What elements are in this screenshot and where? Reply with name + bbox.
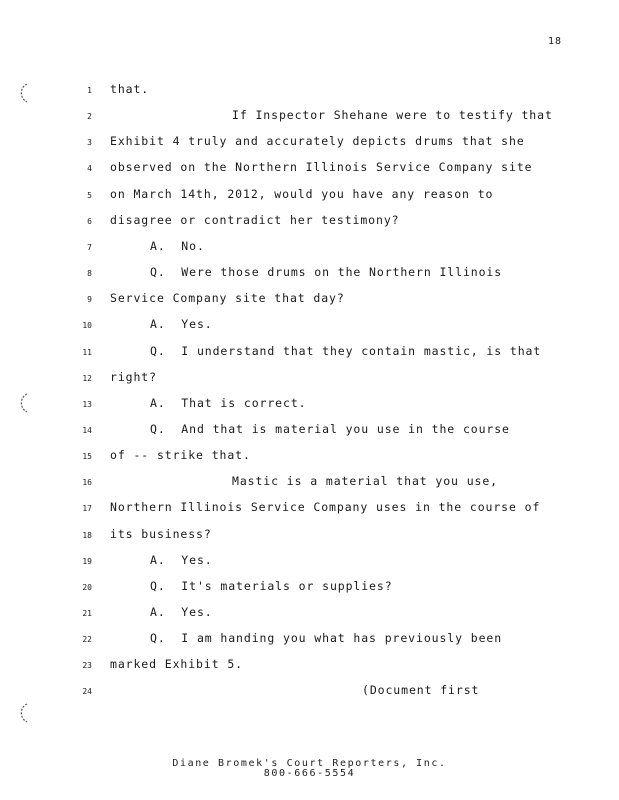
line-text: of -- strike that. bbox=[110, 448, 251, 463]
line-number: 4 bbox=[87, 164, 92, 174]
punch-hole-mark bbox=[16, 702, 30, 724]
line-text: Exhibit 4 truly and accurately depicts drums that she bbox=[110, 134, 525, 149]
line-number: 3 bbox=[87, 138, 92, 148]
line-text: Q. I am handing you what has previously been bbox=[150, 631, 503, 646]
line-number: 24 bbox=[82, 687, 92, 697]
transcript-line bbox=[0, 265, 619, 285]
line-text: Q. It's materials or supplies? bbox=[150, 578, 393, 593]
line-number: 23 bbox=[82, 661, 92, 671]
line-number: 17 bbox=[82, 504, 92, 514]
line-text: its business? bbox=[110, 526, 212, 541]
transcript-line bbox=[0, 605, 619, 625]
transcript-line bbox=[0, 344, 619, 364]
line-number: 12 bbox=[82, 373, 92, 383]
footer-phone: 800-666-5554 bbox=[263, 768, 356, 779]
line-number: 8 bbox=[87, 269, 92, 279]
transcript-line bbox=[0, 657, 619, 677]
line-number: 16 bbox=[82, 478, 92, 488]
line-number: 9 bbox=[87, 295, 92, 305]
line-number: 22 bbox=[82, 635, 92, 645]
line-text: Northern Illinois Service Company uses in the course of bbox=[110, 500, 541, 515]
line-number: 19 bbox=[82, 556, 92, 566]
line-text: A. Yes. bbox=[150, 605, 213, 619]
transcript-line bbox=[0, 422, 619, 442]
line-number: 10 bbox=[82, 321, 92, 331]
line-number: 14 bbox=[82, 425, 92, 435]
line-text: A. Yes. bbox=[150, 317, 213, 332]
line-text: If Inspector Shehane were to testify that bbox=[232, 108, 553, 123]
footer-reporter-name: Diane Bromek's Court Reporters, Inc. bbox=[172, 758, 447, 769]
transcript-line bbox=[0, 631, 619, 651]
line-number: 5 bbox=[87, 190, 92, 200]
line-text: that. bbox=[110, 82, 150, 96]
transcript-line bbox=[0, 108, 619, 128]
line-text: Service Company site that day? bbox=[110, 291, 345, 306]
line-text: right? bbox=[110, 369, 157, 384]
line-text: marked Exhibit 5. bbox=[110, 657, 244, 672]
line-text: Q. I understand that they contain mastic, is that bbox=[150, 343, 542, 358]
line-number: 2 bbox=[87, 112, 92, 122]
line-number: 11 bbox=[82, 347, 92, 357]
transcript-line bbox=[0, 82, 619, 102]
transcript-line bbox=[0, 134, 619, 154]
transcript-line bbox=[0, 448, 619, 468]
line-number: 1 bbox=[87, 86, 92, 95]
line-number: 18 bbox=[82, 530, 92, 540]
transcript-line bbox=[0, 553, 619, 573]
line-number: 20 bbox=[82, 582, 92, 592]
line-number: 21 bbox=[82, 609, 92, 618]
line-number: 6 bbox=[87, 216, 92, 226]
transcript-line bbox=[0, 317, 619, 337]
page-number: 18 bbox=[548, 36, 563, 47]
line-text: A. Yes. bbox=[150, 552, 213, 567]
transcript-line bbox=[0, 187, 619, 207]
transcript-line bbox=[0, 527, 619, 547]
transcript-line bbox=[0, 160, 619, 180]
transcript-line bbox=[0, 683, 619, 703]
line-text: on March 14th, 2012, would you have any reason to bbox=[110, 186, 494, 201]
transcript-line bbox=[0, 213, 619, 233]
line-text: observed on the Northern Illinois Service Company site bbox=[110, 160, 533, 175]
line-number: 15 bbox=[82, 452, 92, 462]
transcript-line bbox=[0, 579, 619, 599]
line-text: Q. Were those drums on the Northern Illinois bbox=[150, 265, 503, 280]
line-text: Q. And that is material you use in the course bbox=[150, 421, 510, 436]
transcript-line bbox=[0, 474, 619, 494]
line-number: 13 bbox=[82, 399, 92, 409]
line-text: Mastic is a material that you use, bbox=[232, 474, 499, 489]
transcript-line bbox=[0, 291, 619, 311]
line-text: A. That is correct. bbox=[150, 395, 307, 410]
transcript-line bbox=[0, 370, 619, 390]
transcript-line bbox=[0, 396, 619, 416]
line-text: (Document first bbox=[362, 683, 480, 698]
line-number: 7 bbox=[87, 242, 92, 252]
transcript-line bbox=[0, 500, 619, 520]
transcript-line bbox=[0, 239, 619, 259]
line-text: A. No. bbox=[150, 238, 205, 253]
line-text: disagree or contradict her testimony? bbox=[110, 212, 400, 227]
